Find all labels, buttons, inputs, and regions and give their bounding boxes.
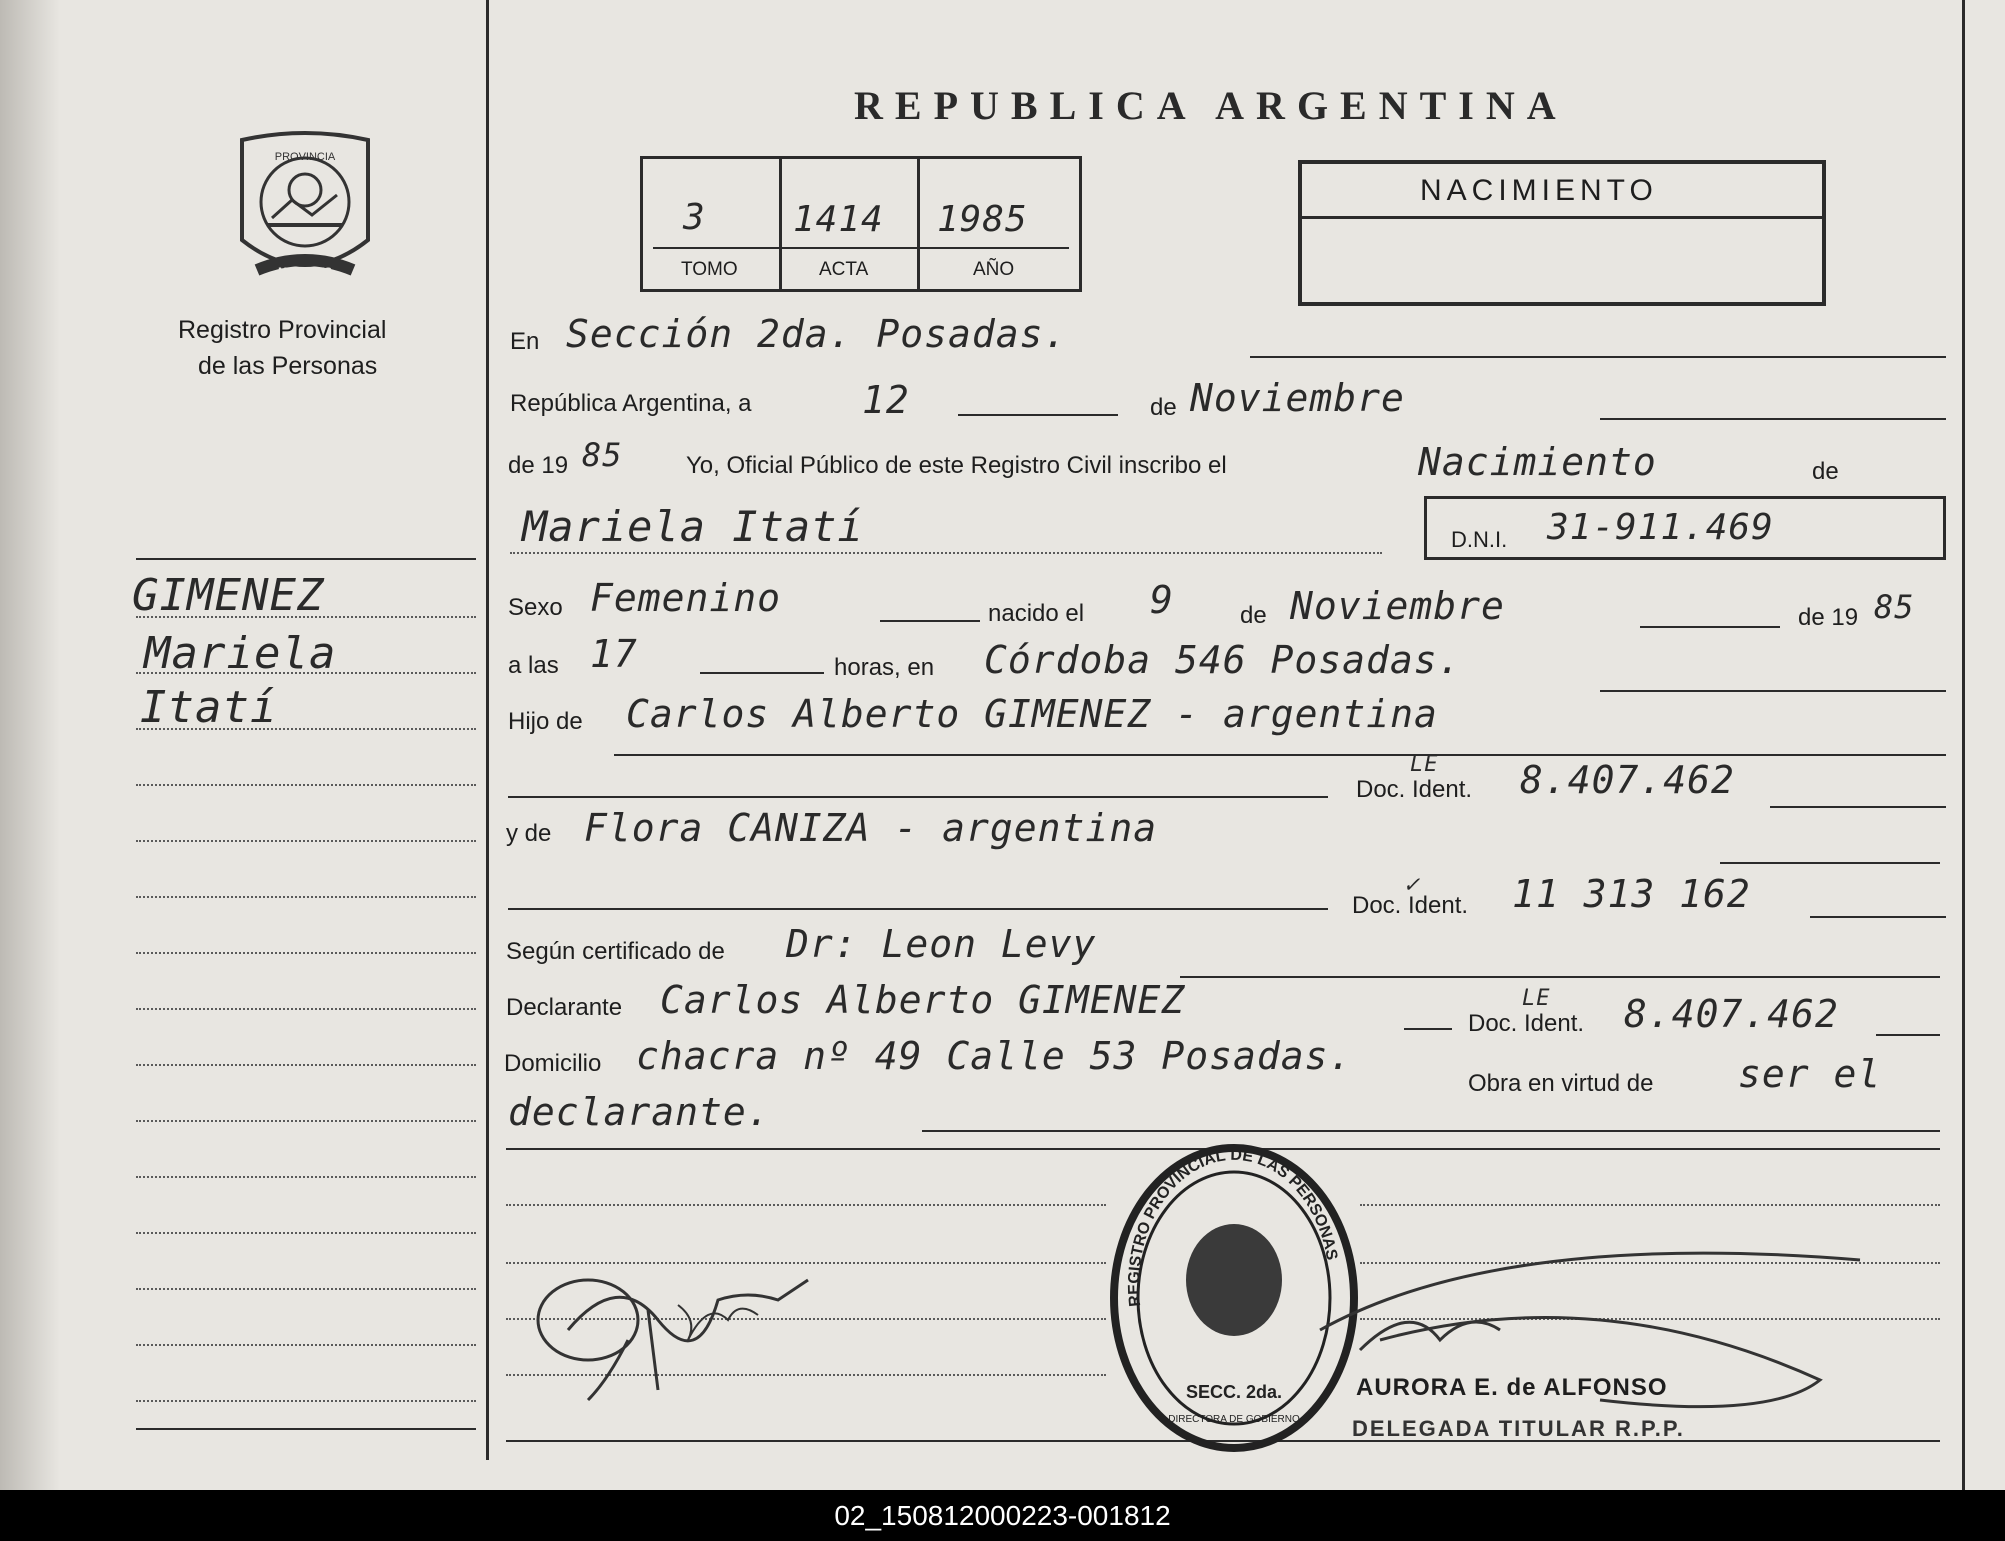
seal-bottom-text: MISIONES <box>278 266 332 278</box>
side-top-rule <box>136 558 476 560</box>
declarante-doc-prefix: LE <box>1522 986 1551 1011</box>
event-value: Nacimiento <box>1418 440 1657 484</box>
father-value: Carlos Alberto GIMENEZ - argentina <box>626 692 1438 736</box>
record-number-box <box>640 156 1082 292</box>
declarante-label: Declarante <box>506 994 623 1021</box>
side-line <box>136 1344 476 1346</box>
en-label: En <box>510 328 540 355</box>
declarante-line <box>1404 1028 1452 1030</box>
declarant-signature <box>528 1260 828 1410</box>
declarante-value: Carlos Alberto GIMENEZ <box>660 978 1186 1022</box>
obra-line <box>922 1130 1940 1132</box>
father-doc: 8.407.462 <box>1520 758 1735 802</box>
mother-doc-prefix: ✓ <box>1404 870 1420 898</box>
declarante-doc-label: Doc. Ident. <box>1468 1010 1585 1037</box>
father-doc-line <box>508 796 1328 798</box>
obra-value-2: declarante. <box>508 1090 771 1134</box>
side-line <box>136 952 476 954</box>
acta-label: ACTA <box>819 259 869 280</box>
day-value: 12 <box>862 378 910 422</box>
official-name: AURORA E. de ALFONSO <box>1356 1374 1668 1401</box>
column-divider-left <box>486 0 489 1460</box>
dni-value: 31-911.469 <box>1547 507 1774 548</box>
mother-doc-line <box>508 908 1328 910</box>
side-first-name: Mariela <box>144 628 337 679</box>
official-title: DELEGADA TITULAR R.P.P. <box>1352 1416 1685 1441</box>
side-line <box>136 840 476 842</box>
month-value: Noviembre <box>1190 376 1405 420</box>
side-line <box>136 896 476 898</box>
de19-label: de 19 <box>508 452 569 479</box>
dni-label: D.N.I. <box>1451 527 1508 552</box>
tomo-label: TOMO <box>681 259 738 280</box>
side-second-name: Itatí <box>140 682 278 733</box>
de19-label-2: de 19 <box>1798 604 1859 631</box>
mother-doc: 11 313 162 <box>1512 872 1751 916</box>
stamp-center-text: SECC. 2da. <box>1185 1382 1283 1402</box>
birth-month-line <box>1640 626 1780 628</box>
birth-year: 85 <box>1874 588 1915 626</box>
side-line <box>136 1176 476 1178</box>
side-line <box>136 784 476 786</box>
side-bottom-rule <box>136 1428 476 1430</box>
side-line <box>136 1008 476 1010</box>
file-id-caption: 02_150812000223-001812 <box>0 1490 2005 1541</box>
ano-value: 1985 <box>937 199 1028 240</box>
country-title: REPUBLICA ARGENTINA <box>854 83 1568 128</box>
place-line <box>1600 690 1946 692</box>
de-label: de <box>1150 394 1177 421</box>
side-line <box>136 1064 476 1066</box>
side-line <box>136 728 476 730</box>
month-line <box>1600 418 1946 420</box>
father-doc-label: Doc. Ident. <box>1356 776 1473 803</box>
mother-value: Flora CANIZA - argentina <box>584 806 1158 850</box>
mother-doc-label: Doc. Ident. <box>1352 892 1469 919</box>
mother-doc-tail <box>1810 916 1946 918</box>
yde-label: y de <box>506 820 552 847</box>
hour-value: 17 <box>590 632 638 676</box>
father-line <box>614 754 1946 756</box>
provincial-seal-icon <box>232 130 378 288</box>
domicilio-value: chacra nº 49 Calle 53 Posadas. <box>636 1034 1353 1078</box>
child-name: Mariela Itatí <box>522 502 864 551</box>
sexo-value: Femenino <box>590 576 782 620</box>
cert-value: Dr: Leon Levy <box>786 922 1097 966</box>
binding-shadow <box>0 0 60 1490</box>
record-type-box <box>1298 160 1826 306</box>
registry-line2: de las Personas <box>198 352 378 380</box>
dni-box <box>1424 496 1946 560</box>
obra-label: Obra en virtud de <box>1468 1070 1654 1097</box>
cert-line <box>1180 976 1940 978</box>
seal-top-text: PROVINCIA <box>274 151 336 163</box>
acta-value: 1414 <box>793 199 884 240</box>
blank-line <box>1360 1204 1940 1206</box>
side-surname: GIMENEZ <box>132 570 325 621</box>
declarante-doc: 8.407.462 <box>1624 992 1839 1036</box>
horas-label: horas, en <box>834 654 935 681</box>
ano-label: AÑO <box>973 259 1015 280</box>
place-value: Córdoba 546 Posadas. <box>984 638 1462 682</box>
tomo-value: 3 <box>683 197 706 238</box>
side-line <box>136 1288 476 1290</box>
sexo-line <box>880 620 980 622</box>
side-line <box>136 1120 476 1122</box>
declarante-doc-tail <box>1876 1034 1940 1036</box>
hijo-label: Hijo de <box>508 708 583 735</box>
stamp-ring-text: REGISTRO PROVINCIAL DE LAS PERSONAS <box>1125 1146 1341 1308</box>
side-line <box>136 616 476 618</box>
official-signature <box>1300 1220 1900 1440</box>
segun-label: Según certificado de <box>506 938 725 965</box>
domicilio-label: Domicilio <box>504 1050 602 1077</box>
day-line <box>958 414 1118 416</box>
republica-label: República Argentina, a <box>510 390 752 417</box>
blank-line <box>506 1204 1106 1206</box>
name-line <box>510 552 1382 554</box>
yo-text: Yo, Oficial Público de este Registro Civil inscribo el <box>686 452 1227 479</box>
father-doc-tail <box>1770 806 1946 808</box>
de-label-2: de <box>1240 602 1267 629</box>
en-line <box>1250 356 1946 358</box>
sexo-label: Sexo <box>508 594 563 621</box>
record-type-label: NACIMIENTO <box>1420 174 1658 207</box>
obra-value: ser el <box>1738 1052 1882 1096</box>
father-doc-prefix: LE <box>1410 752 1439 777</box>
stamp-lower-text: DIRECTORA DE GOBIERNO <box>1168 1414 1300 1425</box>
birth-month: Noviembre <box>1290 584 1505 628</box>
birth-day: 9 <box>1150 578 1174 622</box>
column-divider-right <box>1962 0 1965 1490</box>
de-after-label: de <box>1812 458 1839 485</box>
alas-label: a las <box>508 652 559 679</box>
side-line <box>136 672 476 674</box>
registry-line1: Registro Provincial <box>178 316 387 344</box>
en-value: Sección 2da. Posadas. <box>566 312 1068 356</box>
hour-line <box>700 672 824 674</box>
year-value: 85 <box>582 436 623 474</box>
side-line <box>136 1400 476 1402</box>
mother-line <box>1720 862 1940 864</box>
side-line <box>136 1232 476 1234</box>
nacido-label: nacido el <box>988 600 1085 627</box>
